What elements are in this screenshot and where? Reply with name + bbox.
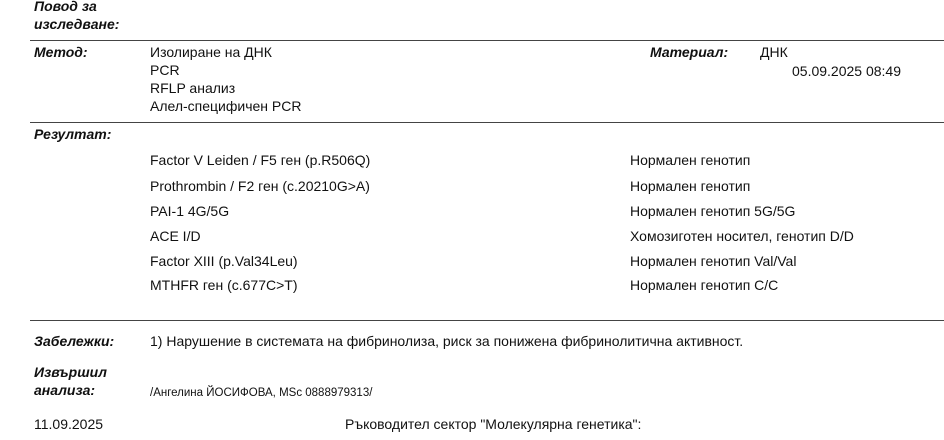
divider-results: [30, 320, 944, 321]
method-item: PCR: [150, 62, 180, 78]
result-test: ACE I/D: [150, 228, 201, 244]
performed-value: /Ангелина ЙОСИФОВА, MSc 0888979313/: [150, 387, 373, 399]
result-value: Нормален генотип: [630, 178, 751, 194]
result-value: Хомозиготен носител, генотип D/D: [630, 228, 854, 244]
notes-label: Забележки:: [34, 333, 115, 349]
results-label: Резултат:: [34, 126, 112, 142]
footer-head: Ръководител сектор "Молекулярна генетика":: [345, 416, 642, 432]
result-value: Нормален генотип Val/Val: [630, 253, 797, 269]
divider-top: [30, 40, 944, 41]
reason-label-line1: Повод за: [34, 0, 97, 14]
result-test: Prothrombin / F2 ген (c.20210G>A): [150, 178, 370, 194]
method-item: Алел-специфичен PCR: [150, 98, 302, 114]
divider-method: [30, 122, 944, 123]
reason-label-line2: изследване:: [34, 16, 120, 32]
result-test: MTHFR ген (c.677C>T): [150, 277, 298, 293]
method-item: Изолиране на ДНК: [150, 44, 272, 60]
result-value: Нормален генотип 5G/5G: [630, 203, 796, 219]
result-test: Factor XIII (p.Val34Leu): [150, 253, 298, 269]
performed-label-line2: анализа:: [34, 382, 96, 398]
material-label: Материал:: [650, 44, 729, 60]
notes-text: 1) Нарушение в системата на фибринолиза, риск за понижена фибринолитична активност.: [150, 333, 744, 349]
result-value: Нормален генотип: [630, 152, 751, 168]
result-test: PAI-1 4G/5G: [150, 203, 230, 219]
result-test: Factor V Leiden / F5 ген (p.R506Q): [150, 152, 371, 168]
method-item: RFLP анализ: [150, 80, 236, 96]
material-datetime: 05.09.2025 08:49: [792, 63, 901, 79]
performed-label-line1: Извършил: [34, 364, 107, 380]
footer-date: 11.09.2025: [34, 416, 104, 432]
result-value: Нормален генотип C/C: [630, 277, 779, 293]
method-label: Метод:: [34, 44, 88, 60]
material-value: ДНК: [760, 44, 788, 60]
